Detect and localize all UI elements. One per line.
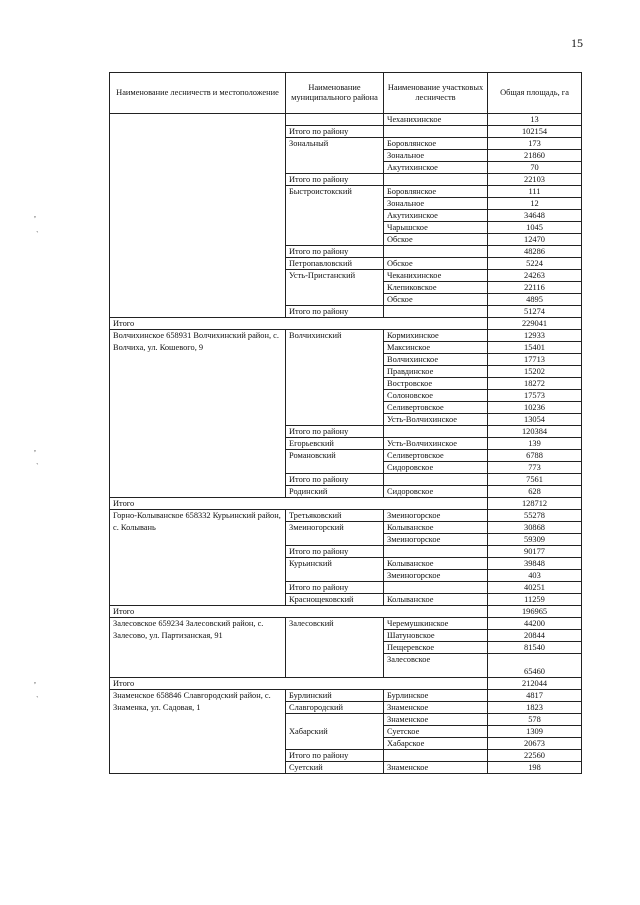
district-cell: Итого по району: [286, 174, 384, 186]
local-forestry-cell: [384, 426, 488, 438]
area-cell: 578: [488, 714, 582, 726]
forestry-cell: [110, 114, 286, 318]
local-forestry-cell: Шатуновское: [384, 630, 488, 642]
local-forestry-cell: Кормихинское: [384, 330, 488, 342]
local-forestry-cell: Солоновское: [384, 390, 488, 402]
area-cell: 51274: [488, 306, 582, 318]
local-forestry-cell: Зональное: [384, 198, 488, 210]
area-cell: 21860: [488, 150, 582, 162]
area-cell: 55278: [488, 510, 582, 522]
table-row: [110, 114, 582, 126]
area-cell: 17713: [488, 354, 582, 366]
scan-mark: ,: [34, 210, 36, 219]
area-cell: 1309: [488, 726, 582, 738]
local-forestry-cell: Обское: [384, 294, 488, 306]
header-forestry: Наименование лесничеств и местоположение: [110, 73, 286, 114]
total-label: Итого: [110, 498, 488, 510]
total-area-cell: 128712: [488, 498, 582, 510]
local-forestry-cell: Бурлинское: [384, 690, 488, 702]
area-cell: 173: [488, 138, 582, 150]
district-cell: Усть-Пристанский: [286, 270, 384, 306]
local-forestry-cell: Правдинское: [384, 366, 488, 378]
area-cell: 5224: [488, 258, 582, 270]
district-cell: [286, 114, 384, 126]
header-total-area: Общая площадь, га: [488, 73, 582, 114]
area-cell: 15202: [488, 366, 582, 378]
district-cell: Итого по району: [286, 582, 384, 594]
district-cell: Змеиногорский: [286, 522, 384, 546]
local-forestry-cell: Боровлянское: [384, 186, 488, 198]
district-cell: Егорьевский: [286, 438, 384, 450]
district-cell: Петропавловский: [286, 258, 384, 270]
area-cell: 13: [488, 114, 582, 126]
district-cell: Итого по району: [286, 306, 384, 318]
area-cell: 44200: [488, 618, 582, 630]
district-cell: Итого по району: [286, 126, 384, 138]
district-cell: Суетский: [286, 762, 384, 774]
area-cell: 11259: [488, 594, 582, 606]
district-cell: Курьинский: [286, 558, 384, 582]
area-cell: 4895: [488, 294, 582, 306]
local-forestry-cell: [384, 546, 488, 558]
area-cell: 10236: [488, 402, 582, 414]
header-district: Наименование муниципального района: [286, 73, 384, 114]
forestry-cell: Залесовское 659234 Залесовский район, с. Залесово, ул. Партизанская, 91: [110, 618, 286, 678]
total-area-cell: 229041: [488, 318, 582, 330]
local-forestry-cell: Сидоровское: [384, 486, 488, 498]
total-row: [110, 318, 582, 330]
area-cell: 102154: [488, 126, 582, 138]
area-cell: 1045: [488, 222, 582, 234]
area-cell: 22116: [488, 282, 582, 294]
table-row: [110, 618, 582, 630]
area-cell: 22560: [488, 750, 582, 762]
page-number: 15: [571, 36, 583, 50]
forestry-cell: Горно-Колыванское 658332 Курьинский район, с. Колывань: [110, 510, 286, 606]
district-cell: Волчихинский: [286, 330, 384, 426]
district-cell: Итого по району: [286, 246, 384, 258]
local-forestry-cell: Акутихинское: [384, 162, 488, 174]
local-forestry-cell: Селивертовское: [384, 450, 488, 462]
local-forestry-cell: [384, 474, 488, 486]
local-forestry-cell: Чарышское: [384, 222, 488, 234]
area-cell: 120384: [488, 426, 582, 438]
local-forestry-cell: Змеиногорское: [384, 510, 488, 522]
district-cell: Залесовский: [286, 618, 384, 678]
area-cell: 18272: [488, 378, 582, 390]
local-forestry-cell: Суетское: [384, 726, 488, 738]
local-forestry-cell: Акутихинское: [384, 210, 488, 222]
local-forestry-cell: Пещеревское: [384, 642, 488, 654]
table-row: [110, 690, 582, 702]
district-cell: Итого по району: [286, 750, 384, 762]
district-cell: Третьяковский: [286, 510, 384, 522]
scan-mark: `: [36, 462, 39, 471]
total-label: Итого: [110, 318, 488, 330]
area-cell: 17573: [488, 390, 582, 402]
forestry-cell: Волчихинское 658931 Волчихинский район, с. Волчиха, ул. Кошевого, 9: [110, 330, 286, 498]
area-cell: 24263: [488, 270, 582, 282]
area-cell: 81540: [488, 642, 582, 654]
scan-mark: ,: [34, 444, 36, 453]
local-forestry-cell: [384, 246, 488, 258]
district-cell: Бурлинский: [286, 690, 384, 702]
area-cell: 90177: [488, 546, 582, 558]
local-forestry-cell: Боровлянское: [384, 138, 488, 150]
local-forestry-cell: [384, 174, 488, 186]
area-cell: 40251: [488, 582, 582, 594]
local-forestry-cell: Черемушкинское: [384, 618, 488, 630]
scan-mark: `: [36, 230, 39, 239]
table-row: [110, 330, 582, 342]
local-forestry-cell: Клепиковское: [384, 282, 488, 294]
district-cell: Краснощековский: [286, 594, 384, 606]
local-forestry-cell: Колыванское: [384, 594, 488, 606]
area-cell: 403: [488, 570, 582, 582]
area-cell: 1823: [488, 702, 582, 714]
local-forestry-cell: Знаменское: [384, 762, 488, 774]
local-forestry-cell: [384, 582, 488, 594]
total-area-cell: 196965: [488, 606, 582, 618]
scan-mark: ,: [34, 676, 36, 685]
forestry-area-table: [109, 72, 582, 774]
district-cell: Быстроистокский: [286, 186, 384, 246]
area-cell: 12: [488, 198, 582, 210]
total-label: Итого: [110, 606, 488, 618]
area-cell: 12470: [488, 234, 582, 246]
table-row: [110, 510, 582, 522]
area-cell: 59309: [488, 534, 582, 546]
area-cell: 48286: [488, 246, 582, 258]
local-forestry-cell: [384, 306, 488, 318]
local-forestry-cell: Усть-Волчихинское: [384, 414, 488, 426]
local-forestry-cell: Усть-Волчихинское: [384, 438, 488, 450]
local-forestry-cell: Зональное: [384, 150, 488, 162]
local-forestry-cell: Чеканихинское: [384, 270, 488, 282]
forestry-cell: Знаменское 658846 Славгородский район, с. Знаменка, ул. Садовая, 1: [110, 690, 286, 774]
district-cell: Итого по району: [286, 474, 384, 486]
area-cell: 139: [488, 438, 582, 450]
district-cell: Хабарский: [286, 714, 384, 750]
area-cell: 773: [488, 462, 582, 474]
area-cell: 7561: [488, 474, 582, 486]
area-cell: 34648: [488, 210, 582, 222]
area-cell: 22103: [488, 174, 582, 186]
local-forestry-cell: Обское: [384, 234, 488, 246]
area-cell: 39848: [488, 558, 582, 570]
local-forestry-cell: Обское: [384, 258, 488, 270]
local-forestry-cell: Змеиногорское: [384, 534, 488, 546]
local-forestry-cell: Змеиногорское: [384, 570, 488, 582]
local-forestry-cell: Хабарское: [384, 738, 488, 750]
area-cell: 65460: [488, 654, 582, 678]
scan-mark: `: [36, 695, 39, 704]
table-header-row: [110, 73, 582, 114]
area-cell: 6788: [488, 450, 582, 462]
area-cell: 628: [488, 486, 582, 498]
local-forestry-cell: Максинское: [384, 342, 488, 354]
local-forestry-cell: Залесовское: [384, 654, 488, 678]
area-cell: 20844: [488, 630, 582, 642]
area-cell: 13054: [488, 414, 582, 426]
local-forestry-cell: Сидоровское: [384, 462, 488, 474]
local-forestry-cell: Чеханихинское: [384, 114, 488, 126]
total-row: [110, 498, 582, 510]
area-cell: 70: [488, 162, 582, 174]
local-forestry-cell: Колыванское: [384, 522, 488, 534]
area-cell: 4817: [488, 690, 582, 702]
area-cell: 12933: [488, 330, 582, 342]
area-cell: 15401: [488, 342, 582, 354]
district-cell: Зональный: [286, 138, 384, 174]
local-forestry-cell: [384, 750, 488, 762]
local-forestry-cell: Знаменское: [384, 714, 488, 726]
area-cell: 111: [488, 186, 582, 198]
district-cell: Итого по району: [286, 426, 384, 438]
total-area-cell: 212044: [488, 678, 582, 690]
total-row: [110, 678, 582, 690]
district-cell: Романовский: [286, 450, 384, 474]
local-forestry-cell: Колыванское: [384, 558, 488, 570]
district-cell: Славгородский: [286, 702, 384, 714]
local-forestry-cell: Знаменское: [384, 702, 488, 714]
area-cell: 30868: [488, 522, 582, 534]
area-cell: 20673: [488, 738, 582, 750]
header-local-forestry: Наименование участковых лесничеств: [384, 73, 488, 114]
total-row: [110, 606, 582, 618]
district-cell: Родинский: [286, 486, 384, 498]
area-cell: 198: [488, 762, 582, 774]
district-cell: Итого по району: [286, 546, 384, 558]
total-label: Итого: [110, 678, 488, 690]
local-forestry-cell: Селивертовское: [384, 402, 488, 414]
local-forestry-cell: Волчихинское: [384, 354, 488, 366]
local-forestry-cell: [384, 126, 488, 138]
local-forestry-cell: Востровское: [384, 378, 488, 390]
